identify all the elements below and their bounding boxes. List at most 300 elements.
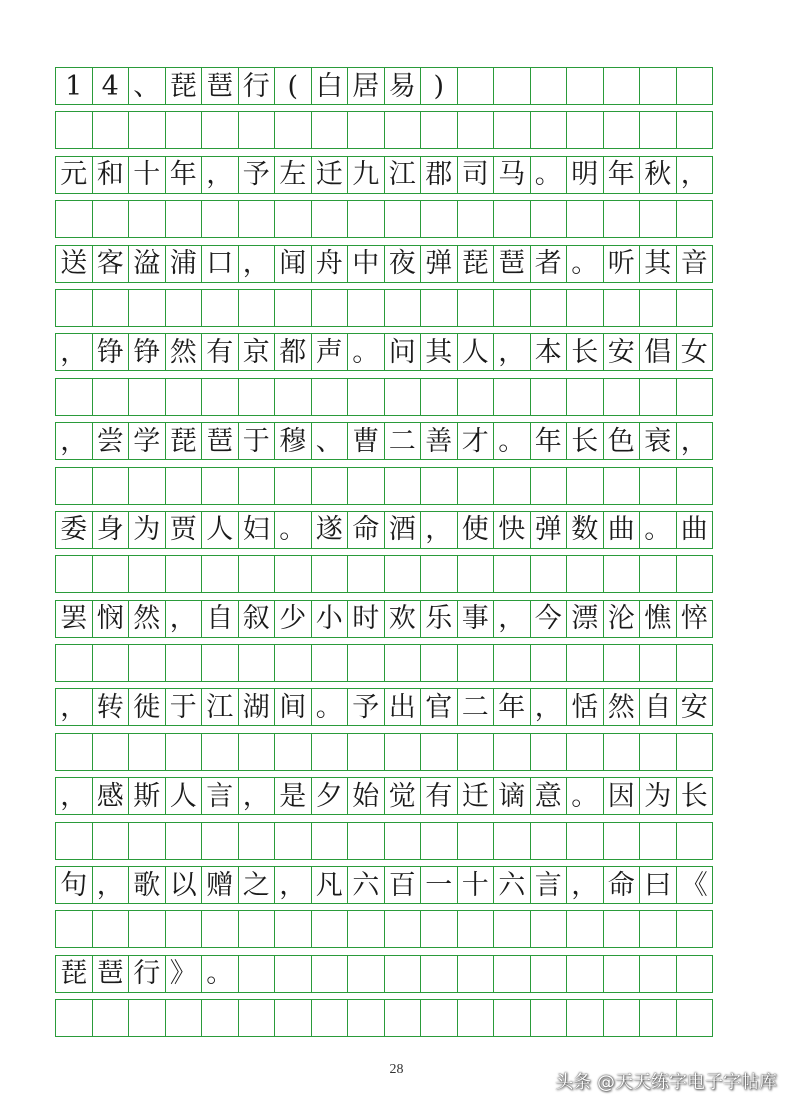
grid-cell [640, 910, 677, 948]
grid-cell [56, 200, 93, 238]
grid-cell: 悯 [93, 600, 130, 638]
grid-cell [640, 555, 677, 593]
grid-cell [275, 910, 312, 948]
grid-cell [421, 200, 458, 238]
grid-cell [677, 910, 714, 948]
grid-cell: 十 [458, 866, 495, 904]
grid-cell: 。 [348, 333, 385, 371]
grid-cell: 曲 [604, 511, 641, 549]
grid-cell: 客 [93, 245, 130, 283]
grid-cell [604, 111, 641, 149]
grid-cell: 谪 [494, 777, 531, 815]
grid-cell [421, 467, 458, 505]
grid-cell [202, 910, 239, 948]
grid-cell [129, 999, 166, 1037]
grid-cell [312, 910, 349, 948]
grid-cell [129, 200, 166, 238]
grid-cell: 漂 [567, 600, 604, 638]
grid-cell: 白 [312, 67, 349, 105]
grid-cell [458, 67, 495, 105]
grid-cell [275, 999, 312, 1037]
grid-cell [348, 378, 385, 416]
grid-cell: 因 [604, 777, 641, 815]
grid-cell: 善 [421, 422, 458, 460]
grid-cell [531, 555, 568, 593]
grid-cell: ， [56, 688, 93, 726]
grid-cell [348, 644, 385, 682]
grid-cell: ， [56, 777, 93, 815]
grid-cell [385, 378, 422, 416]
grid-cell [385, 200, 422, 238]
grid-cell [604, 999, 641, 1037]
grid-cell: ， [239, 245, 276, 283]
grid-cell: 快 [494, 511, 531, 549]
grid-cell: 悴 [677, 600, 714, 638]
grid-cell: 送 [56, 245, 93, 283]
grid-cell [275, 378, 312, 416]
grid-cell: 凡 [312, 866, 349, 904]
grid-cell: 年 [531, 422, 568, 460]
grid-cell: 迁 [458, 777, 495, 815]
grid-cell [166, 378, 203, 416]
grid-cell [385, 467, 422, 505]
grid-cell [458, 111, 495, 149]
grid-cell [458, 467, 495, 505]
blank-practice-row [55, 733, 739, 771]
grid-cell [93, 910, 130, 948]
grid-cell [677, 200, 714, 238]
grid-cell [56, 289, 93, 327]
grid-cell: 。 [494, 422, 531, 460]
grid-cell [494, 111, 531, 149]
grid-cell [385, 289, 422, 327]
grid-cell: 意 [531, 777, 568, 815]
grid-cell [677, 733, 714, 771]
grid-cell [677, 644, 714, 682]
grid-cell: 长 [567, 333, 604, 371]
grid-cell [421, 910, 458, 948]
grid-cell: 弹 [531, 511, 568, 549]
grid-cell: 色 [604, 422, 641, 460]
grid-cell: 尝 [93, 422, 130, 460]
grid-cell: 欢 [385, 600, 422, 638]
grid-cell [239, 467, 276, 505]
grid-cell: 居 [348, 67, 385, 105]
grid-cell [312, 955, 349, 993]
grid-cell [604, 289, 641, 327]
grid-cell: 元 [56, 156, 93, 194]
grid-cell [56, 733, 93, 771]
grid-cell [567, 644, 604, 682]
grid-cell [494, 67, 531, 105]
grid-cell [494, 822, 531, 860]
grid-cell [385, 733, 422, 771]
grid-cell: 命 [604, 866, 641, 904]
grid-cell [494, 378, 531, 416]
grid-cell: 人 [202, 511, 239, 549]
grid-cell: 迁 [312, 156, 349, 194]
grid-cell [202, 555, 239, 593]
grid-cell [567, 467, 604, 505]
grid-cell [312, 111, 349, 149]
grid-cell [567, 555, 604, 593]
grid-cell: 自 [640, 688, 677, 726]
grid-cell: 司 [458, 156, 495, 194]
grid-cell [275, 644, 312, 682]
grid-cell: 》 [166, 955, 203, 993]
grid-cell: 4 [93, 67, 130, 105]
grid-cell [494, 289, 531, 327]
grid-cell [56, 467, 93, 505]
grid-cell [129, 467, 166, 505]
grid-cell: 夕 [312, 777, 349, 815]
grid-cell [348, 467, 385, 505]
grid-cell: 郡 [421, 156, 458, 194]
grid-cell [93, 467, 130, 505]
grid-cell: 于 [166, 688, 203, 726]
grid-cell [531, 733, 568, 771]
grid-cell [166, 467, 203, 505]
grid-cell [312, 378, 349, 416]
grid-cell [202, 378, 239, 416]
grid-cell: 年 [604, 156, 641, 194]
grid-cell [494, 467, 531, 505]
grid-cell [385, 644, 422, 682]
grid-cell: 琶 [494, 245, 531, 283]
grid-cell: 百 [385, 866, 422, 904]
grid-cell [166, 644, 203, 682]
blank-practice-row [55, 378, 739, 416]
grid-cell [567, 910, 604, 948]
grid-cell: 长 [567, 422, 604, 460]
grid-cell: 曲 [677, 511, 714, 549]
grid-cell [567, 955, 604, 993]
grid-cell [129, 555, 166, 593]
grid-cell [239, 555, 276, 593]
grid-cell [677, 289, 714, 327]
grid-cell [677, 555, 714, 593]
grid-cell [275, 111, 312, 149]
grid-cell [202, 200, 239, 238]
grid-cell: ， [56, 422, 93, 460]
grid-cell [567, 289, 604, 327]
grid-cell [166, 733, 203, 771]
grid-cell: 1 [56, 67, 93, 105]
grid-cell: 琵 [458, 245, 495, 283]
grid-cell: 年 [166, 156, 203, 194]
grid-cell: 。 [275, 511, 312, 549]
grid-cell: 六 [348, 866, 385, 904]
grid-cell: 事 [458, 600, 495, 638]
grid-cell [458, 910, 495, 948]
grid-cell [458, 378, 495, 416]
grid-cell [677, 999, 714, 1037]
grid-cell [458, 822, 495, 860]
grid-cell: 秋 [640, 156, 677, 194]
grid-cell: 易 [385, 67, 422, 105]
grid-cell [129, 644, 166, 682]
text-row [55, 422, 739, 460]
grid-cell: 曰 [640, 866, 677, 904]
grid-cell: 琶 [202, 67, 239, 105]
grid-cell [275, 467, 312, 505]
grid-cell: 然 [604, 688, 641, 726]
grid-cell: 罢 [56, 600, 93, 638]
grid-cell [567, 200, 604, 238]
grid-cell: 酒 [385, 511, 422, 549]
grid-cell: 言 [531, 866, 568, 904]
grid-cell [604, 555, 641, 593]
grid-cell [640, 200, 677, 238]
grid-cell: 倡 [640, 333, 677, 371]
grid-cell: 有 [421, 777, 458, 815]
grid-cell: 官 [421, 688, 458, 726]
blank-practice-row [55, 289, 739, 327]
grid-cell: 然 [129, 600, 166, 638]
grid-cell [640, 289, 677, 327]
grid-cell: 少 [275, 600, 312, 638]
grid-cell [239, 111, 276, 149]
grid-cell [640, 955, 677, 993]
grid-cell [348, 200, 385, 238]
grid-cell [640, 378, 677, 416]
grid-cell [202, 111, 239, 149]
grid-cell [677, 378, 714, 416]
grid-cell [56, 822, 93, 860]
grid-cell [640, 467, 677, 505]
grid-cell [93, 555, 130, 593]
grid-cell: 贾 [166, 511, 203, 549]
grid-cell [458, 999, 495, 1037]
grid-cell [312, 644, 349, 682]
grid-cell [640, 67, 677, 105]
grid-cell [385, 955, 422, 993]
grid-cell [531, 955, 568, 993]
grid-cell: 觉 [385, 777, 422, 815]
grid-cell [677, 67, 714, 105]
grid-cell: ， [275, 866, 312, 904]
grid-cell: ， [531, 688, 568, 726]
text-row [55, 777, 739, 815]
grid-cell: 二 [458, 688, 495, 726]
grid-cell [458, 644, 495, 682]
grid-cell [567, 733, 604, 771]
grid-cell [312, 822, 349, 860]
grid-cell [567, 67, 604, 105]
grid-cell [56, 111, 93, 149]
grid-cell: 者 [531, 245, 568, 283]
grid-cell [202, 822, 239, 860]
grid-cell [93, 289, 130, 327]
grid-cell [239, 733, 276, 771]
grid-cell: 。 [202, 955, 239, 993]
text-row [55, 600, 739, 638]
grid-cell: ( [275, 67, 312, 105]
grid-cell: 有 [202, 333, 239, 371]
grid-cell [531, 378, 568, 416]
blank-practice-row [55, 111, 739, 149]
grid-cell: ， [56, 333, 93, 371]
text-row [55, 688, 739, 726]
grid-cell: 身 [93, 511, 130, 549]
grid-cell [166, 999, 203, 1037]
grid-cell [239, 289, 276, 327]
grid-cell: 命 [348, 511, 385, 549]
grid-cell: 琵 [56, 955, 93, 993]
grid-cell [421, 289, 458, 327]
grid-cell [567, 378, 604, 416]
grid-cell [458, 955, 495, 993]
grid-cell [677, 955, 714, 993]
grid-cell [458, 289, 495, 327]
grid-cell [202, 644, 239, 682]
grid-cell [312, 200, 349, 238]
grid-cell: 使 [458, 511, 495, 549]
grid-cell: 人 [166, 777, 203, 815]
grid-cell [385, 910, 422, 948]
text-row [55, 245, 739, 283]
grid-cell [567, 111, 604, 149]
grid-cell [348, 733, 385, 771]
blank-practice-row [55, 910, 739, 948]
page-number: 28 [389, 1062, 404, 1077]
grid-cell: 铮 [129, 333, 166, 371]
grid-cell [385, 111, 422, 149]
grid-cell: 其 [421, 333, 458, 371]
grid-cell [531, 467, 568, 505]
grid-cell [275, 955, 312, 993]
grid-cell: ， [677, 156, 714, 194]
grid-cell [56, 555, 93, 593]
grid-cell: 衰 [640, 422, 677, 460]
grid-cell [604, 733, 641, 771]
grid-cell: 感 [93, 777, 130, 815]
grid-cell [531, 67, 568, 105]
grid-cell: 沦 [604, 600, 641, 638]
grid-cell: 行 [239, 67, 276, 105]
grid-cell [93, 999, 130, 1037]
grid-cell: 徙 [129, 688, 166, 726]
grid-cell: 安 [677, 688, 714, 726]
grid-cell: 问 [385, 333, 422, 371]
grid-cell: 夜 [385, 245, 422, 283]
grid-cell: 赠 [202, 866, 239, 904]
grid-cell: 斯 [129, 777, 166, 815]
grid-cell [604, 822, 641, 860]
grid-cell [275, 555, 312, 593]
grid-cell: ， [202, 156, 239, 194]
grid-cell: 出 [385, 688, 422, 726]
grid-cell: 数 [567, 511, 604, 549]
grid-cell [531, 111, 568, 149]
grid-cell [239, 822, 276, 860]
grid-cell [93, 111, 130, 149]
grid-cell: 言 [202, 777, 239, 815]
grid-cell: 、 [312, 422, 349, 460]
grid-cell: 乐 [421, 600, 458, 638]
grid-cell [385, 999, 422, 1037]
grid-cell [677, 111, 714, 149]
grid-cell: 恬 [567, 688, 604, 726]
grid-cell [640, 644, 677, 682]
grid-cell [421, 733, 458, 771]
grid-cell: 女 [677, 333, 714, 371]
grid-cell: 琶 [202, 422, 239, 460]
blank-practice-row [55, 200, 739, 238]
grid-cell: 湖 [239, 688, 276, 726]
grid-cell [640, 733, 677, 771]
grid-cell [348, 289, 385, 327]
grid-cell: 叙 [239, 600, 276, 638]
grid-cell [239, 955, 276, 993]
grid-cell: ， [494, 600, 531, 638]
text-row [55, 511, 739, 549]
grid-cell [604, 467, 641, 505]
grid-cell [275, 822, 312, 860]
grid-cell [129, 822, 166, 860]
grid-cell [275, 289, 312, 327]
grid-cell [604, 67, 641, 105]
grid-cell [531, 999, 568, 1037]
grid-cell [348, 555, 385, 593]
grid-cell [640, 111, 677, 149]
grid-cell: 。 [312, 688, 349, 726]
grid-cell: ， [567, 866, 604, 904]
grid-cell [202, 467, 239, 505]
grid-cell [56, 378, 93, 416]
grid-cell [677, 822, 714, 860]
grid-cell: 为 [129, 511, 166, 549]
grid-cell: 。 [567, 777, 604, 815]
grid-cell [458, 555, 495, 593]
grid-cell [494, 733, 531, 771]
blank-practice-row [55, 822, 739, 860]
grid-cell: 为 [640, 777, 677, 815]
grid-cell: 一 [421, 866, 458, 904]
grid-cell: 口 [202, 245, 239, 283]
grid-cell: 然 [166, 333, 203, 371]
grid-cell: 琵 [166, 422, 203, 460]
grid-cell [348, 910, 385, 948]
grid-cell [166, 822, 203, 860]
grid-cell: 于 [239, 422, 276, 460]
grid-cell [458, 200, 495, 238]
grid-cell: 自 [202, 600, 239, 638]
grid-cell: 。 [640, 511, 677, 549]
grid-cell: 行 [129, 955, 166, 993]
grid-cell [640, 999, 677, 1037]
blank-practice-row [55, 467, 739, 505]
grid-cell [385, 822, 422, 860]
grid-cell: ， [494, 333, 531, 371]
grid-cell: 憔 [640, 600, 677, 638]
grid-cell: 年 [494, 688, 531, 726]
grid-cell: 本 [531, 333, 568, 371]
grid-cell [421, 555, 458, 593]
grid-cell: 小 [312, 600, 349, 638]
grid-cell: 湓 [129, 245, 166, 283]
grid-cell [239, 378, 276, 416]
grid-cell [239, 200, 276, 238]
grid-cell [677, 467, 714, 505]
grid-cell [275, 733, 312, 771]
grid-cell [531, 644, 568, 682]
grid-cell: 人 [458, 333, 495, 371]
grid-cell [494, 200, 531, 238]
grid-cell [421, 111, 458, 149]
grid-cell: ) [421, 67, 458, 105]
grid-cell [129, 289, 166, 327]
